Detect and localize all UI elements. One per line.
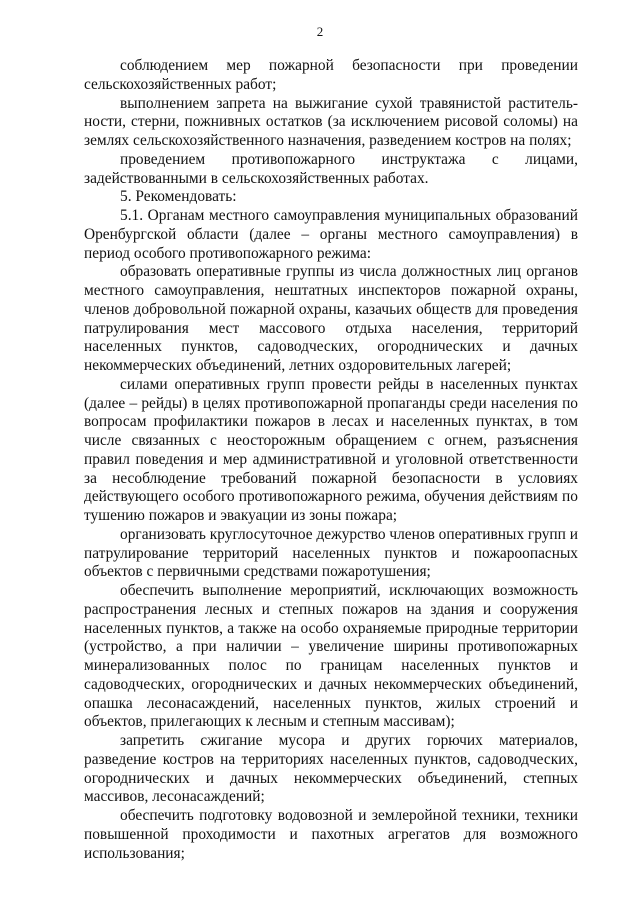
paragraph-equipment-preparation: обеспечить подготовку водовозной и землеройной техники, техники повышенной проходимости и пахотных агрегатов для возможного использования; — [84, 807, 578, 862]
paragraph-operational-groups: образовать оперативные группы из числа должностных лиц органов местного самоуправления, нештатных инспекторов пожарной охраны, членов добровольной пожарной охраны, казачьих обществ для проведения патрулирования мест массового отдыха населения, территорий населенных пунктов, садоводческих, огороднических и дачных некоммерческих объединений, летних оздоровительных лагерей; — [84, 263, 578, 374]
paragraph-fire-spread-prevention: обеспечить выполнение мероприятий, исключающих возможность распространения лесных и степных пожаров на здания и сооружения населенных пунктов, а также на особо охраняемые природные территории (устройство, а при наличии – увеличение ширины противопожарных минерализованных полос по границам населенных пунктов и садоводческих, огороднических и дачных некоммерческих объединений, опашка лесонасаждений, населенных пунктов, жилых строений и объектов, прилегающих к лесным и степным массивам); — [84, 582, 578, 731]
paragraph-waste-burning-ban: запретить сжигание мусора и других горючих материалов, разведение костров на территориях населенных пунктов, садоводческих, огороднических и дачных некоммерческих объединений, степных массивов, лесонасаждений; — [84, 732, 578, 806]
clause-5-1: 5.1. Органам местного самоуправления муниципальных образований Оренбургской области (далее – органы местного самоуправления) в период особого противопожарного режима: — [84, 207, 578, 262]
paragraph-round-the-clock-duty: организовать круглосуточное дежурство членов оперативных групп и патрулирование территорий населенных пунктов и пожароопасных объектов с первичными средствами пожаротушения; — [84, 525, 578, 581]
paragraph-fire-safety-measures: соблюдением мер пожарной безопасности при проведении сельскохозяйственных работ; — [84, 57, 578, 93]
paragraph-burning-ban: выполнением запрета на выжигание сухой травянистой растительности, стерни, пожнивных остатков (за исключением рисовой соломы) на землях сельскохозяйственного назначения, разведением костров на полях; — [84, 94, 578, 149]
page-number: 2 — [316, 24, 324, 39]
paragraph-raids: силами оперативных групп провести рейды в населенных пунктах (далее – рейды) в целях противопожарной пропаганды среди населения по вопросам профилактики пожаров в лесах и населенных пунктах, в том числе связанных с неосторожным обращением с огнем, разъяснения правил поведения и мер административной и уголовной ответственности за несоблюдение требований пожарной безопасности в условиях действующего особого противопожарного режима, обучения действиям по тушению пожаров и эвакуации из зоны пожара; — [84, 375, 578, 524]
document-body — [84, 57, 578, 863]
section-5-heading: 5. Рекомендовать: — [120, 188, 237, 206]
paragraph-fire-briefing: проведением противопожарного инструктажа с лицами, задействованными в сельскохозяйственных работах. — [84, 150, 578, 187]
